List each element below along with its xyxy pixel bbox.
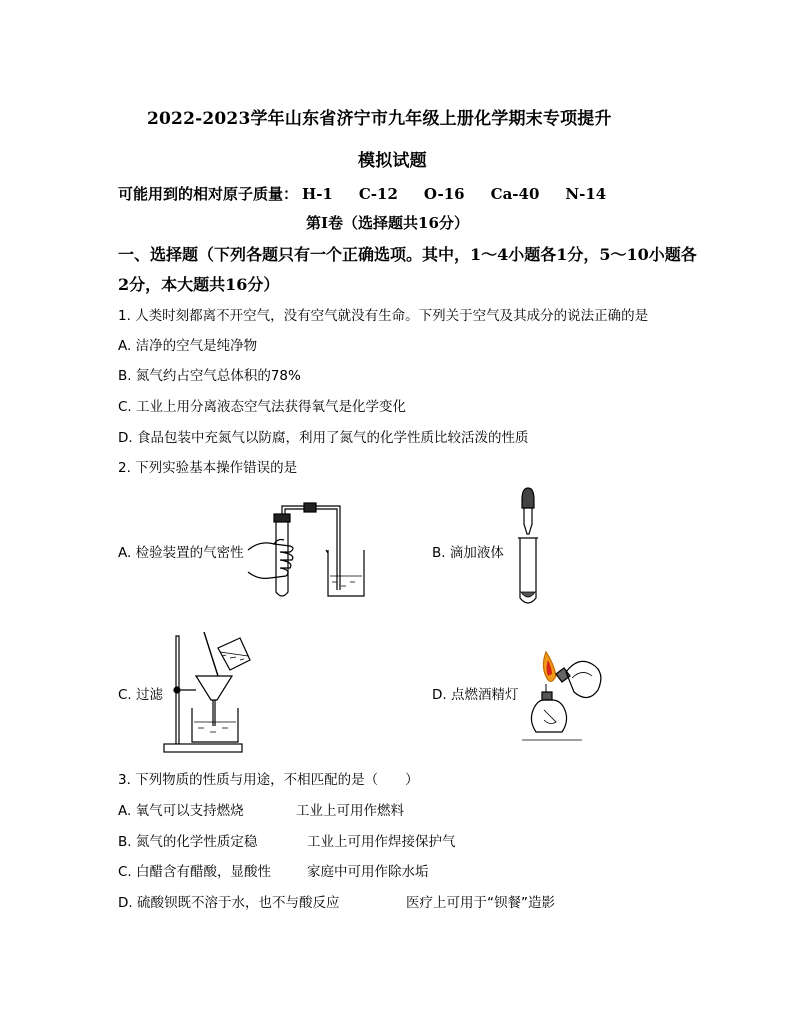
q3-stem: 3. 下列物质的性质与用途，不相匹配的是（ ） <box>118 772 419 788</box>
section-heading-line2: 2分，本大题共16分） <box>118 275 280 294</box>
volume-title: 第Ⅰ卷（选择题共16分） <box>306 214 469 232</box>
alcohol-lamp-illustration <box>522 650 606 744</box>
airtightness-check-illustration <box>240 498 380 602</box>
atomic-mass: Ca-40 <box>490 185 540 203</box>
q2-option-a: A. 检验装置的气密性 <box>118 545 244 561</box>
q1-option-a: A. 洁净的空气是纯净物 <box>118 338 258 354</box>
q2-stem: 2. 下列实验基本操作错误的是 <box>118 460 298 476</box>
atomic-masses-line <box>118 183 606 204</box>
q2-option-c: C. 过滤 <box>118 687 164 703</box>
q3-option-d-use: 医疗上可用于“钡餐”造影 <box>406 895 555 911</box>
q3-option-b-use: 工业上可用作焊接保护气 <box>307 834 456 850</box>
dropper-illustration <box>514 486 544 610</box>
q1-option-d: D. 食品包装中充氮气以防腐，利用了氮气的化学性质比较活泼的性质 <box>118 430 529 446</box>
atomic-mass: N-14 <box>565 185 607 203</box>
q3-option-c-property: C. 白醋含有醋酸，显酸性 <box>118 864 272 880</box>
q1-option-b: B. 氮气约占空气总体积的78% <box>118 368 301 384</box>
section-heading-line1: 一、选择题（下列各题只有一个正确选项。其中，1～4小题各1分，5～10小题各 <box>118 245 697 264</box>
filtration-illustration <box>160 630 256 754</box>
atomic-masses-label: 可能用到的相对原子质量： <box>118 185 299 203</box>
q2-option-b: B. 滴加液体 <box>432 545 504 561</box>
atomic-mass: O-16 <box>423 185 465 203</box>
q3-option-a-use: 工业上可用作燃料 <box>296 803 404 819</box>
exam-title-line2: 模拟试题 <box>358 151 427 171</box>
q3-option-c-use: 家庭中可用作除水垢 <box>307 864 429 880</box>
q1-option-c: C. 工业上用分离液态空气法获得氧气是化学变化 <box>118 399 407 415</box>
q1-stem: 1. 人类时刻都离不开空气，没有空气就没有生命。下列关于空气及其成分的说法正确的是 <box>118 308 649 324</box>
q3-option-a-property: A. 氧气可以支持燃烧 <box>118 803 244 819</box>
q2-option-d: D. 点燃酒精灯 <box>432 687 519 703</box>
q3-option-b-property: B. 氮气的化学性质定稳 <box>118 834 258 850</box>
exam-title-line1: 2022-2023学年山东省济宁市九年级上册化学期末专项提升 <box>147 109 612 129</box>
atomic-mass: H-1 <box>302 185 333 203</box>
atomic-mass: C-12 <box>358 185 398 203</box>
q3-option-d-property: D. 硫酸钡既不溶于水，也不与酸反应 <box>118 895 340 911</box>
